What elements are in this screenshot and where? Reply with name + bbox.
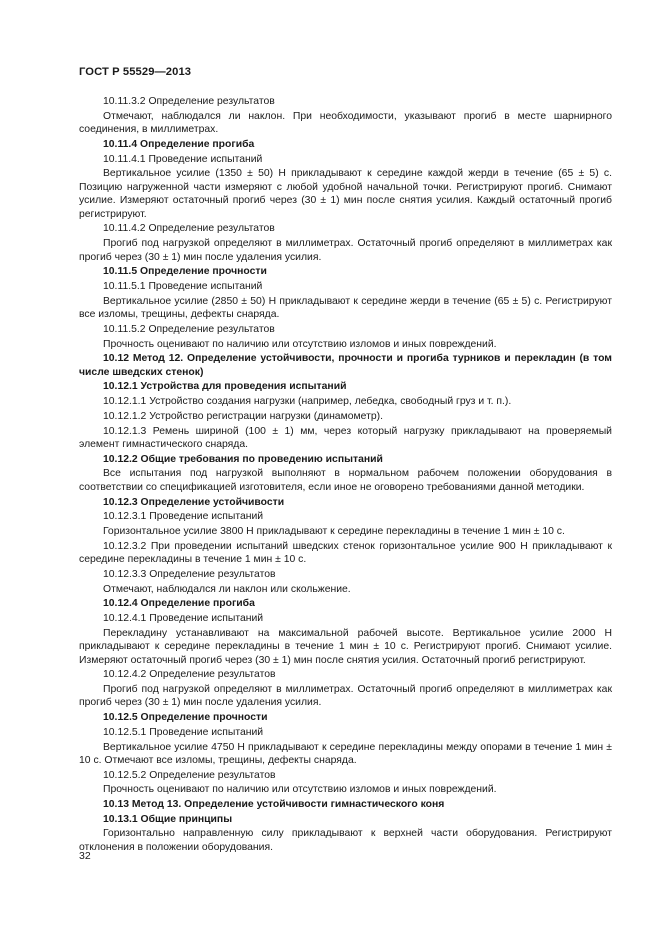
paragraph: Перекладину устанавливают на максимальной рабочей высоте. Вертикальное усилие 2000 Н прикладывают к середине перекладины в течение 1 мин ± 10 с. Регистрируют прогиб. Снимают усилие. Измеряют остаточный прогиб через (30 ± 1) мин после снятия усилия. Остаточный прогиб регистрируют. [79,627,612,666]
paragraph: Все испытания под нагрузкой выполняют в нормальном рабочем положении оборудования в соответствии со спецификацией изготовителя, если иное не оговорено требованиями данной методики. [79,468,612,493]
paragraph: 10.12.5.1 Проведение испытаний [103,726,264,738]
paragraph: Отмечают, наблюдался ли наклон. При необходимости, указывают прогиб в месте шарнирного соединения, в миллиметрах. [79,110,612,136]
paragraph: 10.12.1.3 Ремень шириной (100 ± 1) мм, через который нагрузку прикладывают на проверяемый элемент гимнастического снаряда. [79,425,612,450]
page-number: 32 [79,850,91,862]
paragraph: 10.12.4.1 Проведение испытаний [103,612,264,624]
paragraph: Горизонтально направленную силу прикладывают к верхней части оборудования. Регистрируют отклонения в положении оборудования. [79,828,612,853]
paragraph: Отмечают, наблюдался ли наклон или скольжение. [103,583,351,595]
document-body [79,95,612,856]
section-heading: 10.13.1 Общие принципы [103,813,233,825]
section-heading: 10.11.5 Определение прочности [103,266,267,278]
paragraph: 10.12.3.2 При проведении испытаний шведских стенок горизонтальное усилие 900 Н прикладывают к середине перекладины в течение 1 мин ± 10 с. [79,540,612,566]
paragraph: 10.12.5.2 Определение результатов [103,769,276,781]
paragraph: 10.11.4.2 Определение результатов [103,223,275,235]
section-heading: 10.12.1 Устройства для проведения испытаний [103,381,347,393]
paragraph: 10.12.3.3 Определение результатов [103,568,276,580]
paragraph: 10.11.3.2 Определение результатов [103,96,275,107]
section-heading: 10.12.5 Определение прочности [103,712,268,724]
document-header: ГОСТ Р 55529—2013 [79,66,192,78]
paragraph: Горизонтальное усилие 3800 Н прикладывают к середине перекладины в течение 1 мин ± 10 с. [103,525,565,537]
section-heading: 10.12.4 Определение прогиба [103,598,255,610]
section-heading: 10.13 Метод 13. Определение устойчивости гимнастического коня [103,799,445,811]
paragraph: 10.12.4.2 Определение результатов [103,669,276,681]
paragraph: 10.12.1.2 Устройство регистрации нагрузки (динамометр). [103,410,383,422]
paragraph: 10.11.5.2 Определение результатов [103,323,275,335]
paragraph: Прогиб под нагрузкой определяют в миллиметрах. Остаточный прогиб определяют в миллиметрах как прогиб через (30 ± 1) мин после удаления усилия. [79,683,612,709]
section-heading: 10.12.2 Общие требования по проведению испытаний [103,453,383,465]
paragraph: Вертикальное усилие (1350 ± 50) Н прикладывают к середине каждой жерди в течение (65 ± 5) с. Позицию нагруженной части измеряют с любой удобной начальной точки. Регистрируют прогиб. Снимают усилие. Измеряют остаточный прогиб через (30 ± 1) мин после снятия усилия. Каждый остаточный прогиб регистрируют. [79,168,612,220]
section-heading: 10.12 Метод 12. Определение устойчивости, прочности и прогиба турников и перекладин (в том числе шведских стенок) [79,353,612,378]
paragraph: 10.11.5.1 Проведение испытаний [103,281,263,292]
paragraph: 10.12.1.1 Устройство создания нагрузки (например, лебедка, свободный груз и т. п.). [103,396,512,408]
paragraph: Прогиб под нагрузкой определяют в миллиметрах. Остаточный прогиб определяют в миллиметрах как прогиб через (30 ± 1) мин после удаления усилия. [79,238,612,263]
paragraph: 10.12.3.1 Проведение испытаний [103,511,264,523]
paragraph: Прочность оценивают по наличию или отсутствию изломов и иных повреждений. [103,784,497,796]
paragraph: Вертикальное усилие (2850 ± 50) Н прикладывают к середине жерди в течение (65 ± 5) с. Регистрируют все изломы, трещины, дефекты снаряда. [79,295,612,321]
paragraph: Вертикальное усилие 4750 Н прикладывают к середине перекладины между опорами в течение 1 мин ± 10 с. Отмечают все изломы, трещины, дефекты снаряда. [79,741,612,766]
section-heading: 10.11.4 Определение прогиба [103,138,255,150]
paragraph: 10.11.4.1 Проведение испытаний [103,153,263,165]
paragraph: Прочность оценивают по наличию или отсутствию изломов и иных повреждений. [103,338,497,350]
section-heading: 10.12.3 Определение устойчивости [103,496,285,508]
